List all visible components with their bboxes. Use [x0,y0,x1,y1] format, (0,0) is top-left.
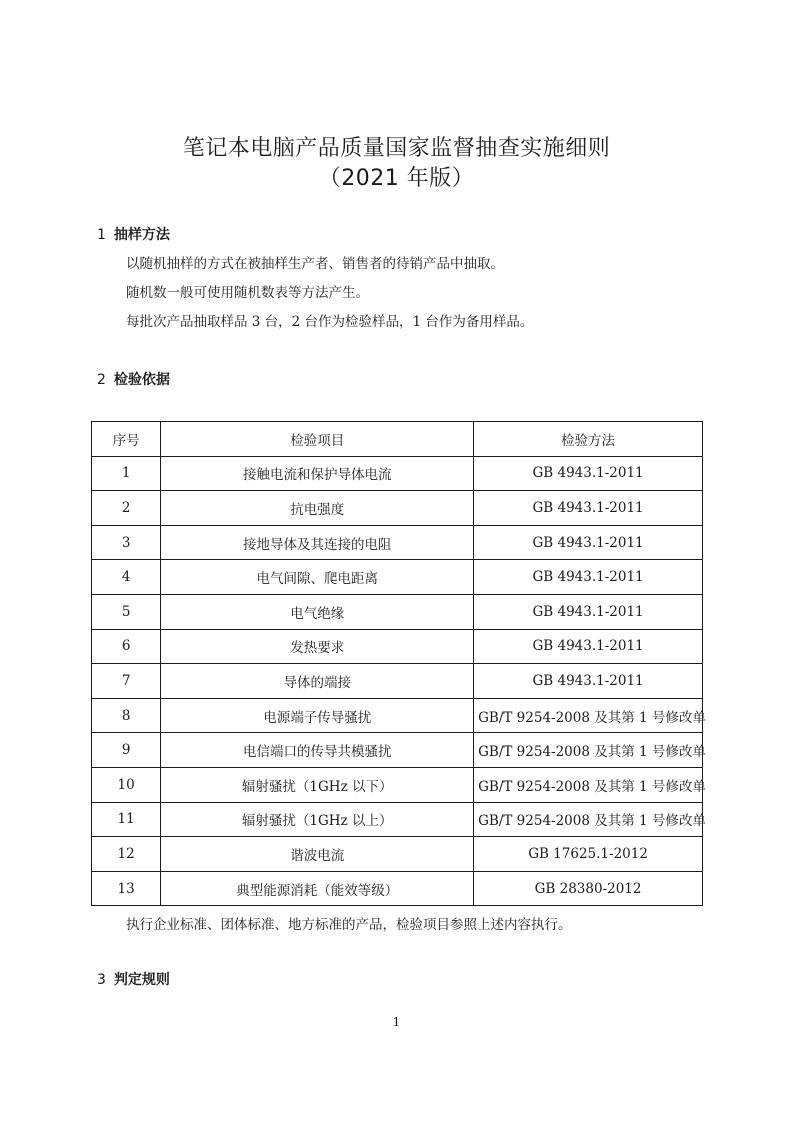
cell-serial-number: 12 [92,837,161,872]
table-row [92,767,703,802]
document-title: 笔记本电脑产品质量国家监督抽查实施细则 [182,136,611,161]
cell-inspection-item: 接地导体及其连接的电阻 [161,525,474,560]
table-row [92,871,703,906]
table-row [92,664,703,699]
cell-serial-number: 6 [92,629,161,664]
cell-inspection-item: 谐波电流 [161,837,474,872]
table-row [92,525,703,560]
table-body [92,456,706,906]
header-inspection-method: 检验方法 [474,422,703,457]
section-title: 判定规则 [113,972,170,988]
table-row [92,802,703,837]
cell-serial-number: 2 [92,491,161,526]
table-row [92,594,703,629]
table-row [92,456,703,491]
header-inspection-item: 检验项目 [161,422,474,457]
cell-inspection-method: GB 28380-2012 [474,871,703,906]
cell-inspection-method: GB/T 9254-2008 及其第 1 号修改单 [474,698,703,733]
cell-inspection-item: 发热要求 [161,629,474,664]
inspection-table [91,421,706,906]
cell-serial-number: 10 [92,767,161,802]
cell-inspection-method: GB 4943.1-2011 [474,629,703,664]
cell-inspection-item: 辐射骚扰（1GHz 以上） [161,802,474,837]
table-note: 执行企业标准、团体标准、地方标准的产品，检验项目参照上述内容执行。 [126,917,572,933]
cell-serial-number: 11 [92,802,161,837]
cell-inspection-item: 电源端子传导骚扰 [161,698,474,733]
cell-inspection-item: 抗电强度 [161,491,474,526]
cell-inspection-method: GB 17625.1-2012 [474,837,703,872]
cell-inspection-method: GB 4943.1-2011 [474,491,703,526]
cell-inspection-item: 电信端口的传导共模骚扰 [161,733,474,768]
cell-serial-number: 13 [92,871,161,906]
cell-inspection-method: GB 4943.1-2011 [474,560,703,595]
cell-inspection-method: GB 4943.1-2011 [474,664,703,699]
section-title: 检验依据 [113,372,170,388]
sampling-paragraph-1: 以随机抽样的方式在被抽样生产者、销售者的待销产品中抽取。 [126,256,504,272]
cell-serial-number: 5 [92,594,161,629]
cell-inspection-item: 典型能源消耗（能效等级） [161,871,474,906]
cell-inspection-method: GB 4943.1-2011 [474,594,703,629]
document-subtitle: （2021 年版） [318,166,475,191]
section-number: 2 [97,372,106,388]
table-row [92,837,703,872]
cell-serial-number: 7 [92,664,161,699]
table-row [92,733,703,768]
table-row [92,491,703,526]
cell-serial-number: 8 [92,698,161,733]
table-header-row [92,422,703,457]
header-serial-number: 序号 [92,422,161,457]
cell-inspection-item: 电气间隙、爬电距离 [161,560,474,595]
cell-inspection-item: 接触电流和保护导体电流 [161,456,474,491]
page-number: 1 [392,1015,401,1029]
section-3-heading [97,970,170,990]
cell-inspection-method: GB/T 9254-2008 及其第 1 号修改单 [474,733,703,768]
cell-serial-number: 1 [92,456,161,491]
section-1-heading [97,225,170,245]
cell-serial-number: 3 [92,525,161,560]
cell-serial-number: 9 [92,733,161,768]
cell-inspection-method: GB 4943.1-2011 [474,456,703,491]
section-number: 1 [97,227,106,243]
section-number: 3 [97,972,106,988]
table-row [92,629,703,664]
table-row [92,560,703,595]
cell-inspection-method: GB 4943.1-2011 [474,525,703,560]
cell-serial-number: 4 [92,560,161,595]
sampling-paragraph-3: 每批次产品抽取样品 3 台，2 台作为检验样品，1 台作为备用样品。 [126,314,534,330]
table-row [92,698,703,733]
sampling-paragraph-2: 随机数一般可使用随机数表等方法产生。 [126,285,369,301]
section-title: 抽样方法 [113,227,170,243]
cell-inspection-method: GB/T 9254-2008 及其第 1 号修改单 [474,767,703,802]
cell-inspection-item: 电气绝缘 [161,594,474,629]
cell-inspection-item: 导体的端接 [161,664,474,699]
cell-inspection-item: 辐射骚扰（1GHz 以下） [161,767,474,802]
section-2-heading [97,370,170,390]
cell-inspection-method: GB/T 9254-2008 及其第 1 号修改单 [474,802,703,837]
